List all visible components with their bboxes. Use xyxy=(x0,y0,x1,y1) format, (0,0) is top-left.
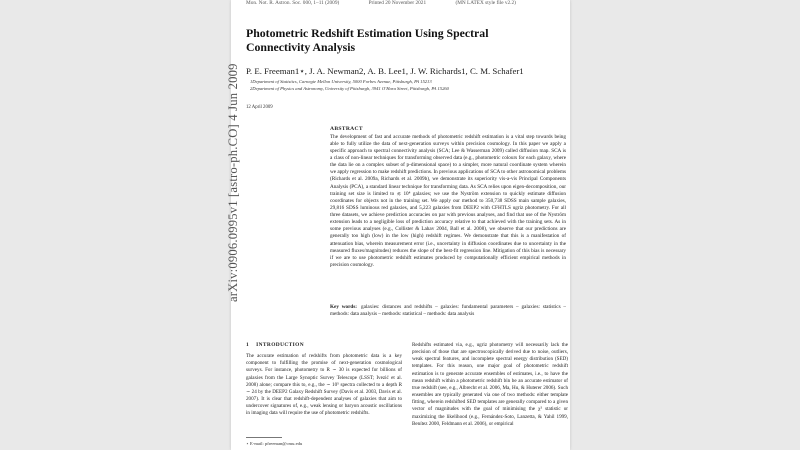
journal-citation: Mon. Not. R. Astron. Soc. 000, 1–11 (2009) xyxy=(246,0,340,6)
affiliation-1: 1Department of Statistics, Carnegie Mellon University, 5000 Forbes Avenue, Pittsburgh, PA 15213 xyxy=(250,79,432,84)
arxiv-identifier: arXiv:0906.0995v1 [astro-ph.CO] 4 Jun 2009 xyxy=(226,63,240,302)
footnote-rule xyxy=(246,437,282,438)
footnote-email: ⋆ E-mail: pfreeman@cmu.edu xyxy=(246,441,303,446)
style-file-note: (MN LATEX style file v2.2) xyxy=(455,0,516,6)
running-head xyxy=(246,0,544,6)
abstract-text: The development of fast and accurate methods of photometric redshift estimation is a vital step towards being able to fully utilize the data of next-generation surveys within precision cosmology. In this paper we apply a specific approach to spectral connectivity analysis (SCA; Lee & Wasserman 2009) called diffusion map. SCA is a class of non-linear techniques for transforming observed data (e.g., photometric colours for each galaxy, where the data lie on a complex subset of p-dimensional space) to a simpler, more natural coordinate system wherein we apply regression to make redshift predictions. In previous applications of SCA to other astronomical problems (Richards et al. 2009a, Richards et al. 2009b), we demonstrate its superiority vis-a-vis Principal Components Analysis (PCA), a standard linear technique for transforming data. As SCA relies upon eigen-decomposition, our training set size is limited to ≲ 10⁴ galaxies; we use the Nyström extension to quickly estimate diffusion coordinates for objects not in the training set. We apply our method to 350,738 SDSS main sample galaxies, 29,816 SDSS luminous red galaxies, and 5,223 galaxies from DEEP2 with CFHTLS ugriz photometry. For all three datasets, we achieve prediction accuracies on par with previous analyses, and find that use of the Nyström extension leads to a negligible loss of prediction accuracy relative to that achieved with the training sets. As in some previous analyses (e.g., Collister & Lahav 2004, Ball et al. 2008), we observe that our predictions are generally too high (low) in the low (high) redshift regimes. We demonstrate that this is a manifestation of attenuation bias, wherein measurement error (i.e., uncertainty in diffusion coordinates due to uncertainty in the measured fluxes/magnitudes) reduces the slope of the best-fit regression line. Mitigation of this bias is necessary if we are to use photometric redshift estimates produced by computationally efficient empirical methods in precision cosmology. xyxy=(330,133,566,268)
keywords xyxy=(330,304,566,318)
received-date: 12 April 2009 xyxy=(246,105,273,110)
paper-title: Photometric Redshift Estimation Using Spectral Connectivity Analysis xyxy=(246,26,489,54)
abstract xyxy=(330,126,566,269)
intro-paragraph-2: Redshifts estimated via, e.g., ugriz photometry will necessarily lack the precision of those that are spectroscopically derived due to noise, outliers, weak spectral features, and incomplete spectral energy distribution (SED) templates. For this reason, one major goal of photometric redshift estimation is to generate accurate ensembles of estimates, i.e., to have the mean redshift within a photometric redshift bin be an accurate estimator of true redshift (see, e.g., Albrecht et al. 2006, Ma, Hu, & Huterer 2006). Such ensembles are typically generated via one of two methods: either template fitting, wherein redshifted SED templates are generally compared to a given vector of magnitudes with the goal of minimising the χ² statistic or maximizing the likelihood (e.g., Fernández-Soto, Lanzetta, & Yahil 1999, Benítez 2000, Feldmann et al. 2006), or empirical xyxy=(412,342,568,427)
intro-right-column xyxy=(412,342,568,428)
printed-date: Printed 20 November 2021 xyxy=(368,0,427,6)
keywords-text: galaxies: distances and redshifts – galaxies: fundamental parameters – galaxies: statistics – methods: data analysis – methods: statistical – methods: data analysis xyxy=(330,304,566,318)
affiliation-2: 2Department of Physics and Astronomy, University of Pittsburgh, 3941 O'Hara Street, Pittsburgh, PA 15260 xyxy=(250,86,449,91)
intro-paragraph-1: The accurate estimation of redshifts from photometric data is a key component to fulfilling the promise of next-generation cosmological surveys. For instance, photometry to R ∼ 30 is expected for billions of galaxies from the Large Synoptic Survey Telescope (LSST; Ivezić et al. 2008) alone; compare this to, e.g., the ∼ 10⁵ spectra collected to a depth R ∼ 24 by the DEEP2 Galaxy Redshift Survey (Davis et al. 2003, Davis et al. 2007). It is clear that redshift-dependent analyses of galaxies that aim to undercover signatures of, e.g., weak lensing or baryon acoustic oscillations in imaging data will require the use of photometric redshifts. xyxy=(246,353,402,417)
abstract-heading: ABSTRACT xyxy=(330,126,363,132)
section-title: INTRODUCTION xyxy=(256,342,305,348)
author-list: P. E. Freeman1⋆, J. A. Newman2, A. B. Lee1, J. W. Richards1, C. M. Schafer1 xyxy=(246,66,524,76)
intro-left-column xyxy=(246,342,402,418)
section-number: 1 xyxy=(246,342,250,348)
section-heading xyxy=(246,342,402,349)
keywords-label: Key words: xyxy=(330,304,358,310)
